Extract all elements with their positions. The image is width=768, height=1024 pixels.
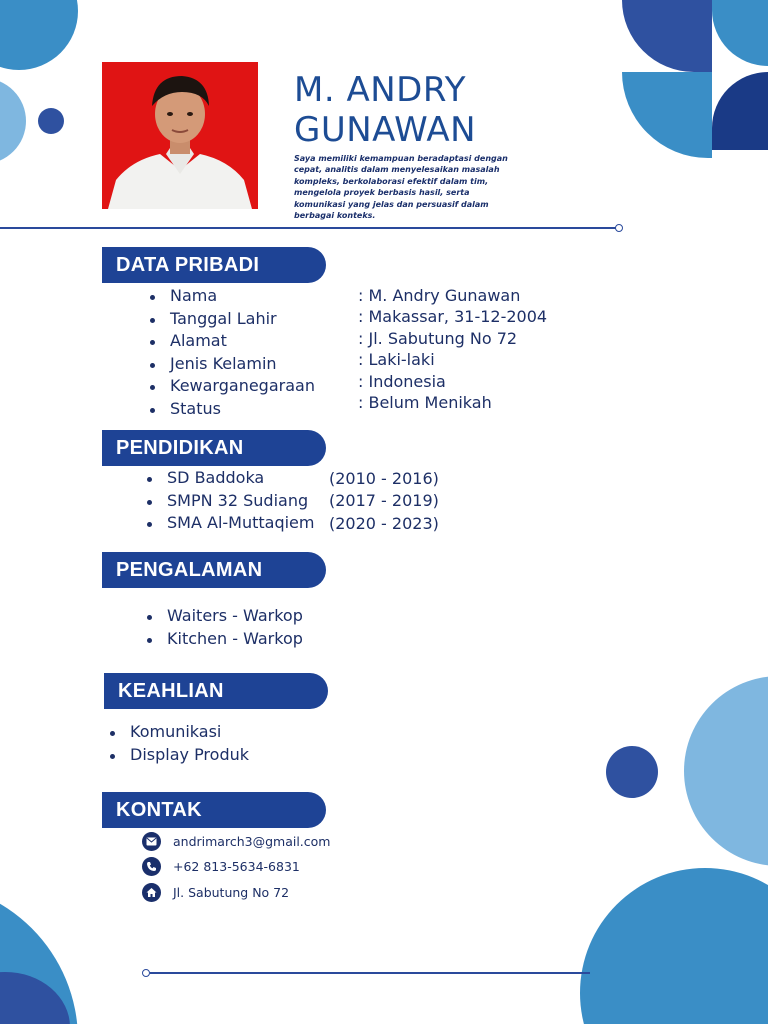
contact-phone — [142, 856, 300, 876]
header-divider-dot — [615, 224, 623, 232]
year-sma: (2020 - 2023) — [329, 513, 439, 533]
decor-quarter-top-right-a — [622, 0, 712, 72]
personal-labels — [148, 285, 315, 421]
decor-small-dot-left — [38, 108, 64, 134]
mail-icon — [142, 832, 161, 851]
name-line-1: M. ANDRY — [294, 70, 467, 110]
person-photo-illustration — [102, 62, 258, 209]
contact-address — [142, 882, 289, 902]
decor-quarter-top-right-c — [622, 72, 712, 158]
skill-item: Display Produk — [108, 744, 249, 767]
education-years — [329, 468, 439, 535]
footer-divider — [150, 972, 590, 974]
label-jenis-kelamin: Jenis Kelamin — [148, 353, 315, 376]
header-divider — [0, 227, 618, 229]
section-pendidikan: PENDIDIKAN — [102, 430, 326, 466]
full-name — [294, 70, 594, 150]
label-nama: Nama — [148, 285, 315, 308]
experience-list — [145, 605, 303, 650]
decor-dot-right — [606, 746, 658, 798]
section-data-pribadi: DATA PRIBADI — [102, 247, 326, 283]
value-jenis-kelamin: : Laki-laki — [358, 350, 435, 370]
school-smp: SMPN 32 Sudiang — [145, 490, 314, 513]
phone-icon — [142, 857, 161, 876]
label-alamat: Alamat — [148, 330, 315, 353]
value-alamat: : Jl. Sabutung No 72 — [358, 328, 518, 348]
school-sma: SMA Al-Muttaqiem — [145, 512, 314, 535]
label-kewarganegaraan: Kewarganegaraan — [148, 375, 315, 398]
email-text: andrimarch3@gmail.com — [173, 833, 331, 849]
label-tanggal-lahir: Tanggal Lahir — [148, 308, 315, 331]
decor-quarter-top-right-b — [712, 0, 768, 66]
label-status: Status — [148, 398, 315, 421]
contact-email — [142, 831, 330, 851]
profile-summary: Saya memiliki kemampuan beradaptasi dengan cepat, analitis dalam menyelesaikan masalah kompleks, berkolaborasi efektif dalam tim, mengelola proyek berbasis hasil, serta komunikasi yang jelas dan persuasif dalam berbagai konteks. — [294, 154, 508, 221]
value-tanggal-lahir: : Makassar, 31-12-2004 — [358, 307, 548, 327]
decor-circle-bottom-right — [580, 868, 768, 1024]
section-keahlian: KEAHLIAN — [104, 673, 328, 709]
decor-half-circle-left — [0, 78, 26, 164]
footer-divider-dot — [142, 969, 150, 977]
address-text: Jl. Sabutung No 72 — [173, 884, 290, 900]
section-pengalaman: PENGALAMAN — [102, 552, 326, 588]
section-kontak: KONTAK — [102, 792, 326, 828]
skill-item: Komunikasi — [108, 721, 249, 744]
value-status: : Belum Menikah — [358, 392, 492, 412]
school-sd: SD Baddoka — [145, 467, 314, 490]
personal-values — [358, 285, 547, 413]
decor-circle-top-left — [0, 0, 78, 70]
skills-list — [108, 721, 249, 766]
year-sd: (2010 - 2016) — [329, 469, 439, 488]
year-smp: (2017 - 2019) — [329, 491, 439, 511]
value-nama: : M. Andry Gunawan — [358, 286, 521, 305]
education-schools — [145, 467, 314, 535]
value-kewarganegaraan: : Indonesia — [358, 371, 446, 391]
decor-quarter-top-right-d — [712, 72, 768, 150]
experience-item: Kitchen - Warkop — [145, 628, 303, 651]
name-line-2: GUNAWAN — [294, 110, 477, 150]
profile-photo — [102, 62, 258, 209]
decor-circle-right — [684, 676, 768, 866]
experience-item: Waiters - Warkop — [145, 605, 303, 628]
phone-text: +62 813-5634-6831 — [173, 858, 300, 874]
home-icon — [142, 883, 161, 902]
